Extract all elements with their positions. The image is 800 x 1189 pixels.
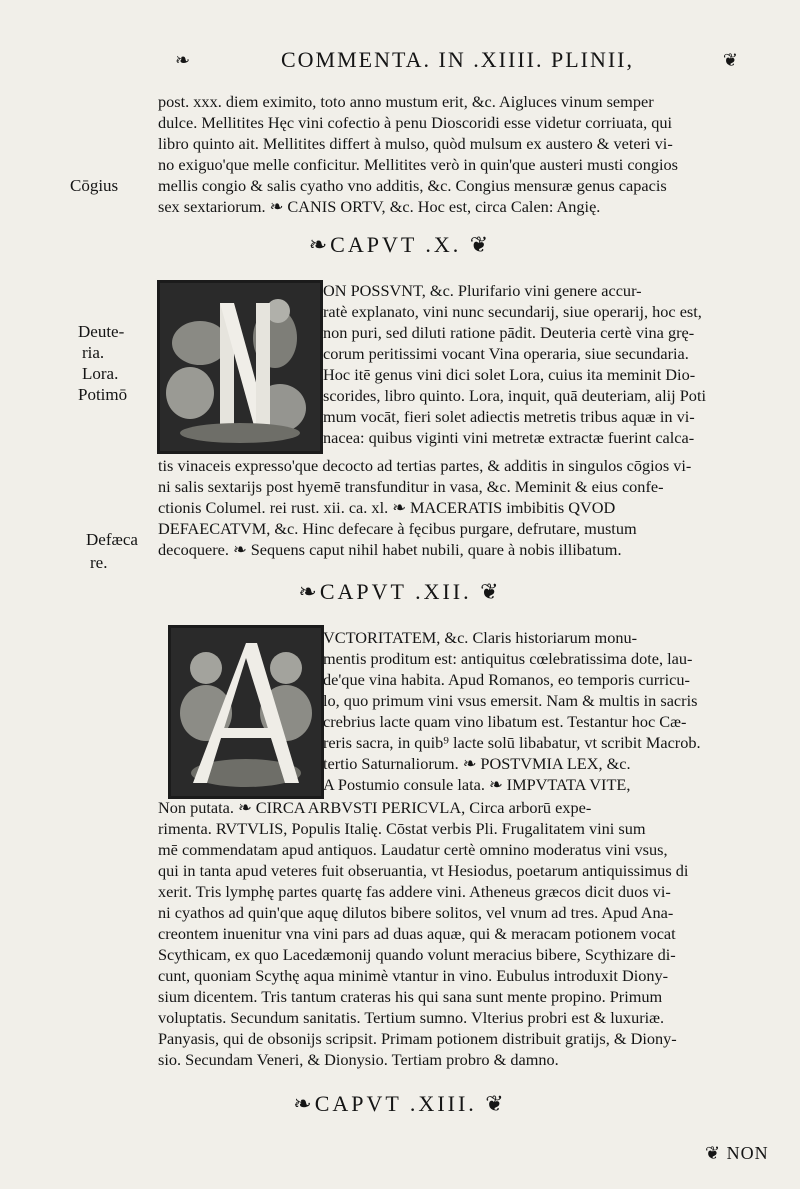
text-line: sex sextariorum. ❧ CANIS ORTV, &c. Hoc est, circa Calen: Angię. [158,197,601,216]
text-line: ON POSSVNT, &c. Plurifario vini genere accur- [323,281,642,300]
text-line: mentis proditum est: antiquitus cœlebratissima dote, lau- [323,649,693,668]
text-line: libro quinto ait. Mellitites differt à mulso, quòd mulsum ex austero & veteri vi- [158,134,673,153]
margin-note-lora: Lora. [82,364,119,383]
margin-note-defaecare: Defæca [86,530,138,549]
text-line: scorides, libro quinto. Lora, inquit, quā deuteriam, alij Poti [323,386,706,405]
text-line: tertio Saturnaliorum. ❧ POSTVMIA LEX, &c. [323,754,631,773]
text-line: corum peritissimi vocant Vina operaria, siue secundaria. [323,344,689,363]
decorated-initial-a [168,625,324,799]
text-line: mellis congio & salis cyatho vno additis, &c. Congius mensuræ genus capacis [158,176,667,195]
text-line: ratè explanato, vini nunc secundarij, siue operarij, hoc est, [323,302,702,321]
text-line: tis vinaceis expresso'que decocto ad tertias partes, & additis in singulos cōgios vi- [158,456,692,475]
text-line: A Postumio consule lata. ❧ IMPVTATA VITE, [323,775,631,794]
catchword: ❦ NON [705,1143,769,1163]
text-line: Panyasis, qui de obsonijs scripsit. Primam potionem distribuit gratijs, & Diony- [158,1029,677,1048]
text-line: ni cyathos ad quin'que aquę dilutos bibere solitos, vel vnum ad tres. Apud Ana- [158,903,674,922]
chapter-heading-x: ❧CAPVT .X. ❦ [308,232,492,257]
text-line: mē commendatam apud antiquos. Laudatur certè omnino moderatus vini vsus, [158,840,668,859]
text-line: sio. Secundam Veneri, & Dionysio. Tertiam probro & damno. [158,1050,559,1069]
text-line: Hoc itē genus vini dici solet Lora, cuius ita meminit Dio- [323,365,696,384]
text-line: reris sacra, in quib⁹ lacte solū libabatur, vt scribit Macrob. [323,733,701,752]
running-header [175,44,740,76]
header-right-ornament: ❦ [722,49,740,70]
text-line: nacea: quibus viginti vini metretæ extractæ fuerint calca- [323,428,695,447]
text-line: post. xxx. diem eximito, toto anno mustum erit, &c. Aigluces vinum semper [158,92,654,111]
margin-note-potimo: Potimō [78,385,128,404]
woodcut-illustration-n [160,283,320,451]
text-line: xerit. Tris lymphę partes quartę fas addere vini. Atheneus græcos dicit duos vi- [158,882,671,901]
running-title: COMMENTA. IN .XIIII. PLINII, [280,47,635,72]
text-line: dulce. Mellitites Hęc vini cofectio à penu Dioscoridi esse videtur corriuata, qui [158,113,673,132]
text-line: no exiguo'que melle conficitur. Mellitites verò in quin'que austeri musti congios [158,155,678,174]
margin-note-defaecare-2: re. [90,553,108,572]
text-line: creontem inuenitur vna vini pars ad duas aquæ, qui & meracam potionem vocat [158,924,676,943]
text-line: qui in tanta apud veteres fuit obseruantia, vt Hesiodus, poetarum antiquissimus di [158,861,689,880]
text-line: DEFAECATVM, &c. Hinc defecare à fęcibus purgare, defrutare, mustum [158,519,637,538]
text-line: rimenta. RVTVLIS, Populis Italię. Cōstat verbis Pli. Frugalitatem vini sum [158,819,646,838]
text-line: non puri, sed diluti ratione pādit. Deuteria certè vina grę- [323,323,695,342]
text-line: lo, quo primum vini vsus emersit. Nam & multis in sacris [323,691,698,710]
decorated-initial-n [157,280,323,454]
text-line: mum vocāt, fieri solet adiectis metretis tribus aquæ in vi- [323,407,695,426]
margin-note-deuteria-2: ria. [82,343,105,362]
margin-note-congius: Cōgius [70,176,119,195]
text-line: de'que vina habita. Apud Romanos, eo temporis curricu- [323,670,690,689]
text-line: decoquere. ❧ Sequens caput nihil habet nubili, quare à nobis illibatum. [158,540,622,559]
text-line: cunt, quoniam Scythę aqua minimè vtantur in vino. Eubulus introduxit Diony- [158,966,669,985]
text-line: VCTORITATEM, &c. Claris historiarum monu- [323,628,638,647]
chapter-heading-xii: ❧CAPVT .XII. ❦ [298,579,502,604]
text-line: ctionis Columel. rei rust. xii. ca. xl. ❧ MACERATIS imbibitis QVOD [158,498,616,517]
text-line: sium dicentem. Tris tantum crateras his qui sana sunt mente propino. Primum [158,987,663,1006]
text-line: Scythicam, ex quo Lacedæmonij quando volunt meracius bibere, Scythizare di- [158,945,676,964]
chapter-heading-xiii: ❧CAPVT .XIII. ❦ [293,1091,507,1116]
text-line: voluptatis. Secundum sanitatis. Tertium sumno. Vlterius probri est & luxuriæ. [158,1008,665,1027]
text-line: ni salis sextarijs post hyemē transfunditur in vasa, &c. Meminit & eius confe- [158,477,664,496]
text-line: Non putata. ❧ CIRCA ARBVSTI PERICVLA, Circa arborū expe- [158,798,592,817]
woodcut-illustration-a [171,628,321,796]
text-line: crebrius lacte quam vino libatum est. Testantur hoc Cæ- [323,712,687,731]
header-left-ornament: ❧ [175,49,193,70]
margin-note-deuteria: Deute- [78,322,125,341]
